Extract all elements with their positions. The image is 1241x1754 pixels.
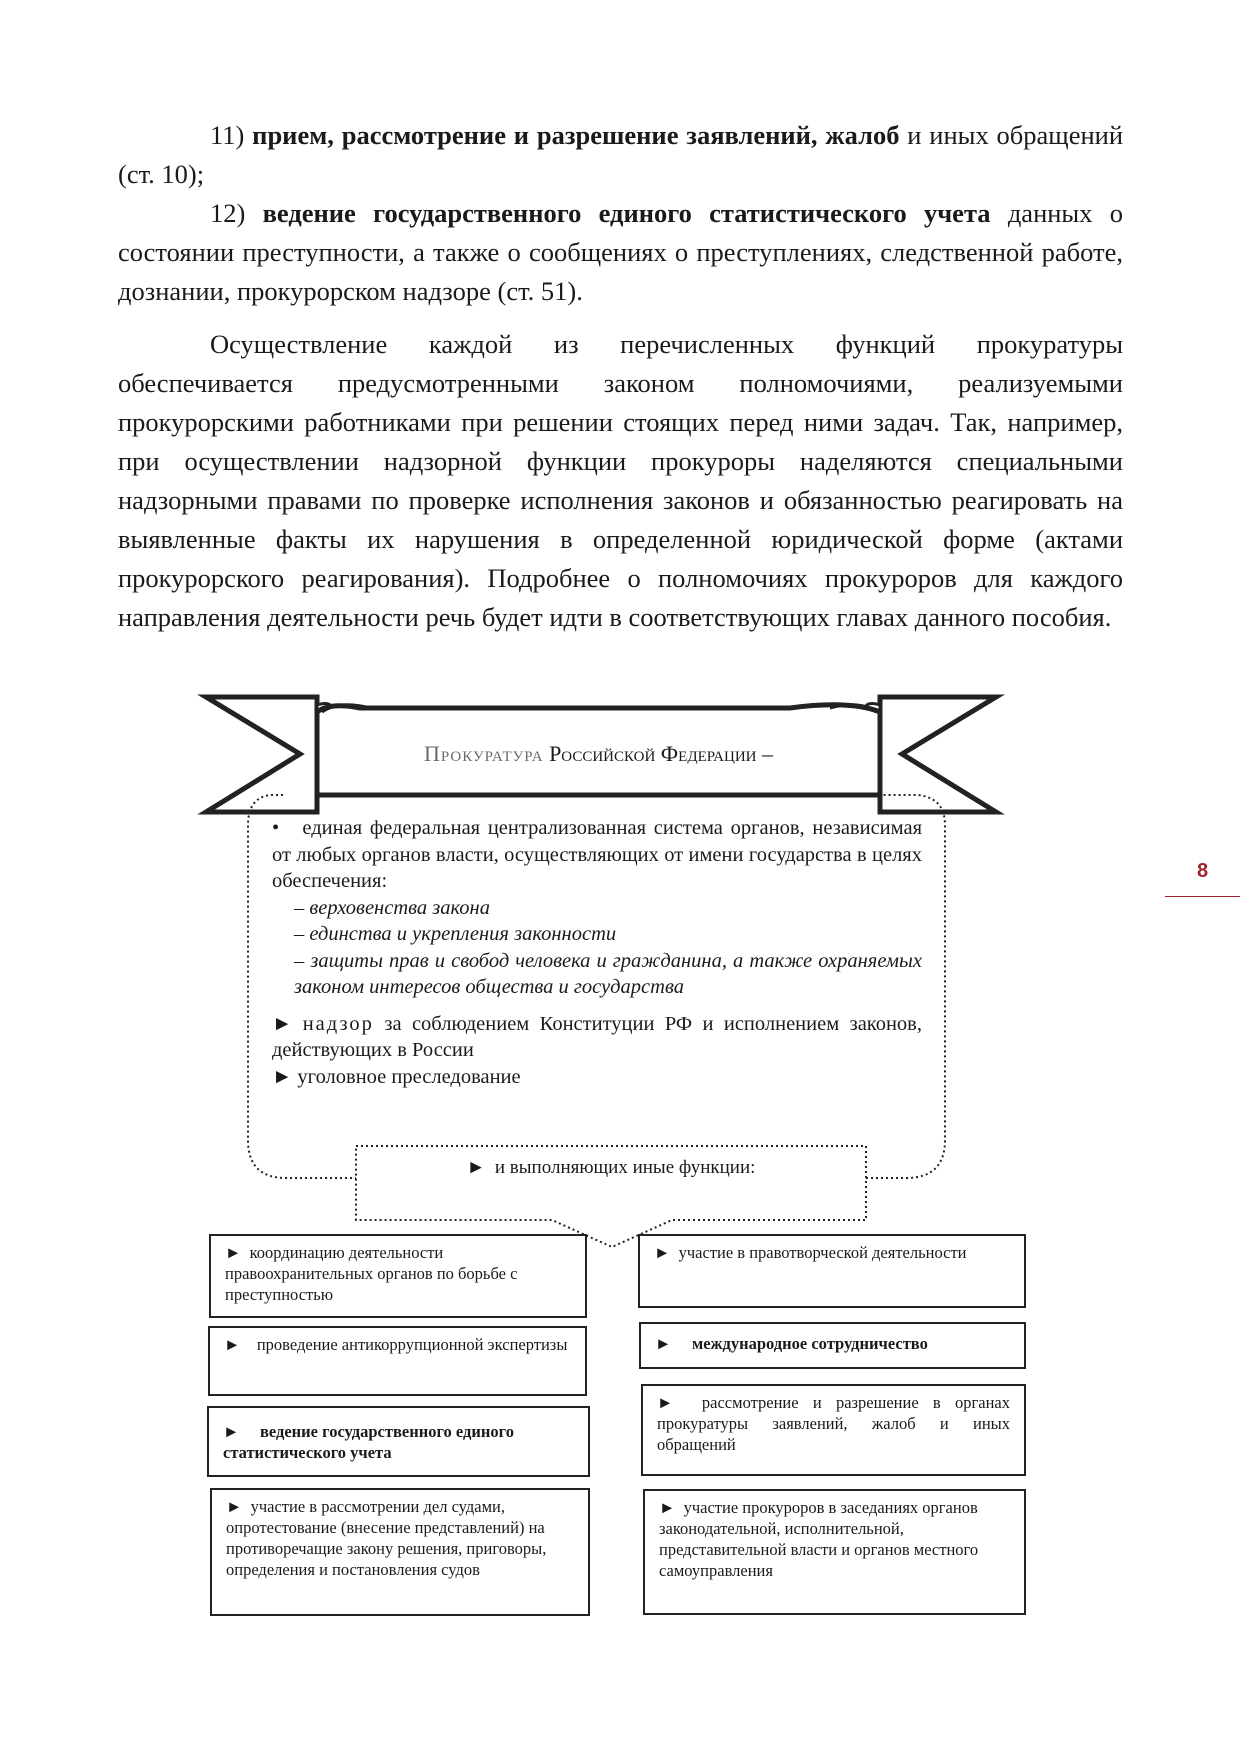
arrow-right-icon: ►	[657, 1393, 674, 1412]
other-functions-label: ► и выполняющих иные функции:	[466, 1157, 756, 1178]
function-box-left-3: ► ведение государственного единого статистического учета	[207, 1406, 590, 1477]
bullet-icon: •	[272, 817, 280, 839]
title-prokuratura: Прокуратура	[424, 741, 544, 766]
nadzor-item: ► надзор за соблюдением Конституции РФ и исполнением законов, действующих в России	[272, 1012, 922, 1061]
arrow-right-icon: ►	[272, 1012, 293, 1035]
function-box-right-4: ► участие прокуроров в заседаниях органов законодательной, исполнительной, представительной власти и органов местного самоуправления	[643, 1489, 1026, 1615]
item-number: 12)	[210, 198, 246, 228]
main-definition-box	[272, 815, 922, 1090]
function-box-left-1: ► координацию деятельности правоохранительных органов по борьбе с преступностью	[209, 1234, 587, 1318]
goal-3: – защиты прав и свобод человека и гражданина, а также охраняемых законом интересов общества и государства	[294, 949, 922, 998]
arrow-right-icon: ►	[223, 1422, 240, 1441]
item-bold-text: прием, рассмотрение и разрешение заявлений, жалоб	[252, 120, 900, 150]
arrow-right-icon: ►	[655, 1334, 672, 1353]
page-number: 8	[1196, 860, 1209, 882]
item-bold-text: ведение государственного единого статистического учета	[262, 198, 991, 228]
main-intro: • единая федеральная централизованная система органов, независимая от любых органов власти, осуществляющих от имени государства в целях обеспечения:	[272, 817, 922, 892]
arrow-right-icon: ►	[226, 1497, 243, 1516]
arrow-right-icon: ►	[224, 1335, 241, 1354]
ribbon-left-tail	[206, 697, 317, 812]
title-rf: Российской Федерации –	[549, 741, 773, 766]
ribbon-right-tail	[880, 697, 996, 812]
function-box-right-1: ► участие в правотворческой деятельности	[638, 1234, 1026, 1308]
function-box-right-3: ► рассмотрение и разрешение в органах прокуратуры заявлений, жалоб и иных обращений	[641, 1384, 1026, 1476]
prosecution-item: ► уголовное преследование	[272, 1065, 521, 1088]
goal-1: – верховенства закона	[294, 896, 490, 919]
item-text: данных о состоянии преступности, а также о сообщениях о преступлениях, следственной работе, дознании, прокурорском надзоре (ст. 51).	[118, 198, 1124, 306]
body-paragraph: Осуществление каждой из перечисленных функций прокуратуры обеспечивается предусмотренными законом полномочиями, реализуемыми прокурорскими работниками при решении стоящих перед ними задач. Так, например, при осуществлении надзорной функции прокуроры наделяются специальными надзорными правами по проверке исполнения законов и обязанностью реагировать на выявленные факты их нарушения в определенной юридической форме (актами прокурорского реагирования). Подробнее о полномочиях прокуроров для каждого направления деятельности речь будет идти в соответствующих главах данного пособия.	[118, 329, 1123, 632]
arrow-right-icon: ►	[466, 1157, 486, 1178]
function-box-right-2: ► международное сотрудничество	[639, 1322, 1026, 1369]
arrow-right-icon: ►	[659, 1498, 676, 1517]
item-number: 11)	[210, 120, 245, 150]
function-box-left-2: ► проведение антикоррупционной экспертизы	[208, 1326, 587, 1396]
arrow-right-icon: ►	[272, 1065, 293, 1088]
nadzor-word: надзор	[302, 1012, 374, 1035]
goal-2: – единства и укрепления законности	[294, 923, 617, 945]
arrow-right-icon: ►	[654, 1243, 671, 1262]
function-box-left-4: ► участие в рассмотрении дел судами, опротестование (внесение представлений) на противоречащие закону решения, приговоры, определения и постановления судов	[210, 1488, 590, 1616]
arrow-right-icon: ►	[225, 1243, 242, 1262]
diagram-title	[326, 741, 871, 767]
item-text: и иных обращений (ст. 10);	[118, 120, 1123, 189]
